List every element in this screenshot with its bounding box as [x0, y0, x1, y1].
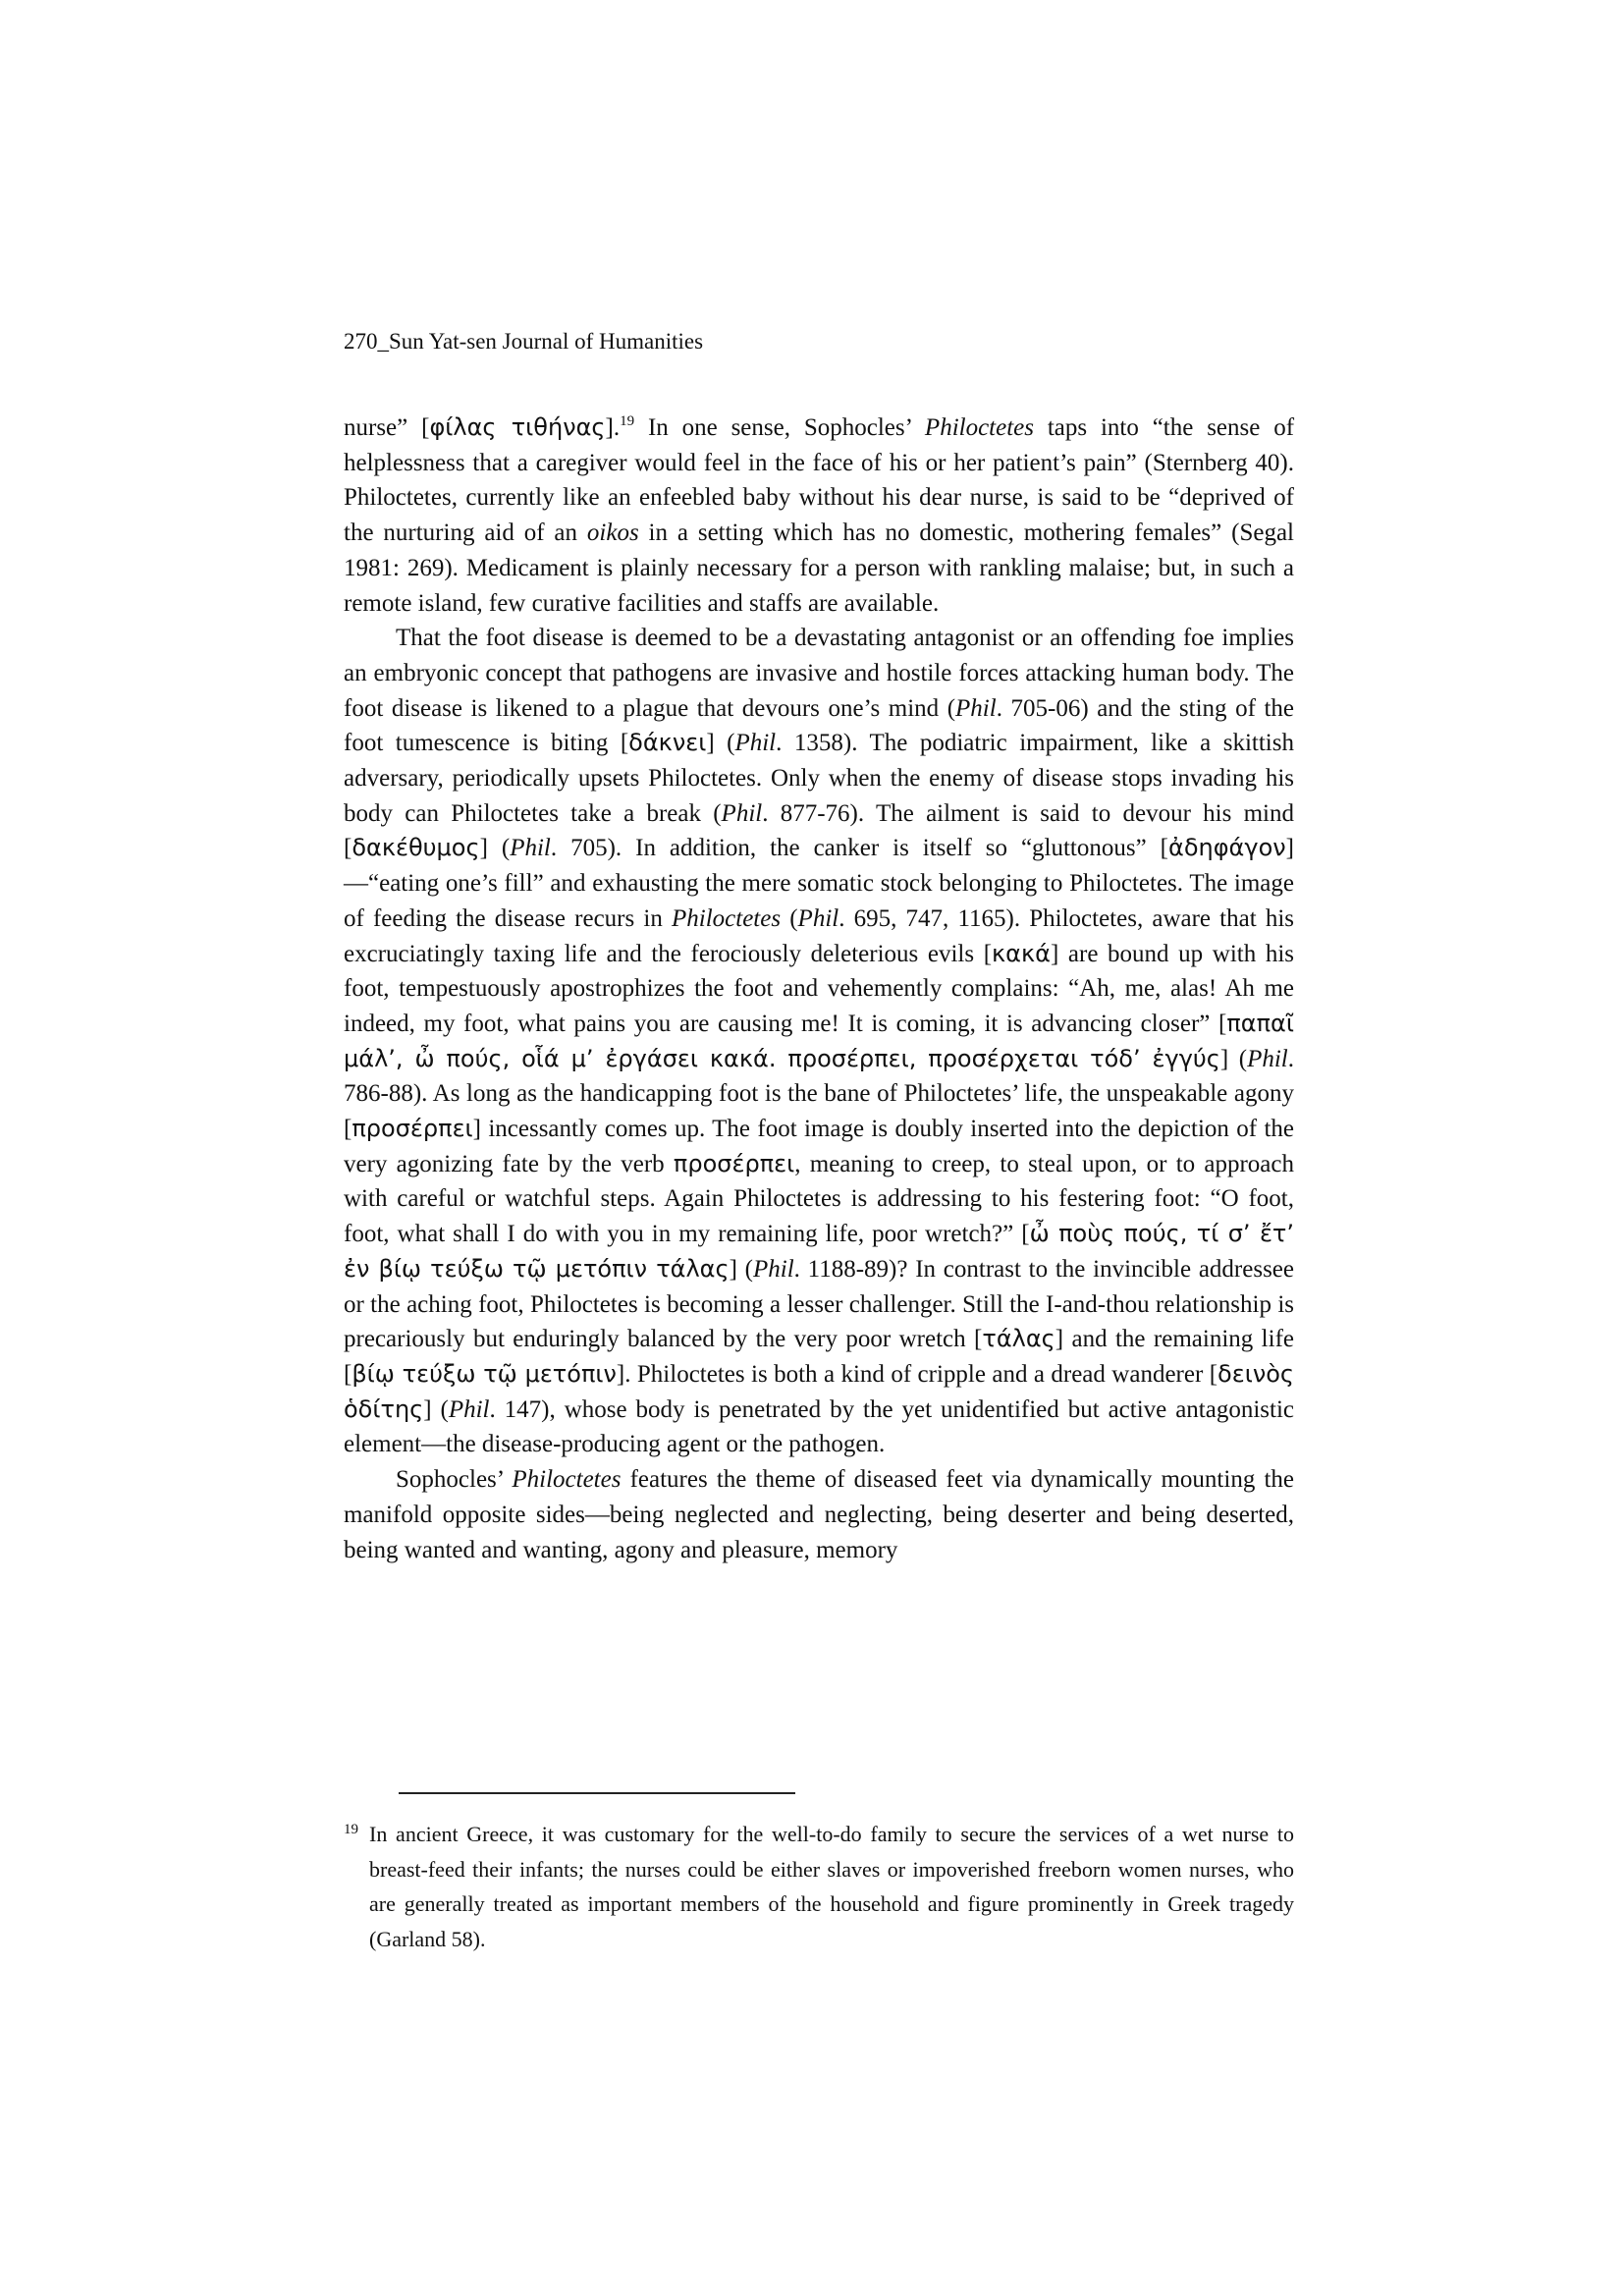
text-run: ] (: [729, 1255, 753, 1283]
footnote: 19 In ancient Greece, it was customary for the well-to-do family to secure the services of a wet nurse to breast-feed their infants; the nurses could be either slaves or impoverished freeborn women nurses, who are generally treated as important members of the household and figure prominently in Greek tragedy (Garland 58).: [344, 1822, 1294, 1951]
paragraph: [344, 621, 1294, 1462]
text-run: . 147), whose body is penetrated by the yet unidentified but active antagonistic element—the disease-producing agent or the pathogen.: [344, 1395, 1294, 1458]
greek-text: δεινὸς ὁδίτης: [344, 1359, 1294, 1423]
italic-text: Phil: [721, 799, 763, 827]
paragraph: [344, 1462, 1294, 1567]
italic-text: Phil: [752, 1255, 794, 1283]
greek-text: κακά: [992, 939, 1051, 967]
greek-text: προσέρπει: [352, 1115, 473, 1143]
italic-text: Phil: [510, 835, 551, 862]
greek-text: δάκνει: [628, 729, 707, 757]
text-run: ] (: [706, 730, 735, 757]
paragraph: [344, 410, 1294, 621]
text-run: ].: [605, 414, 621, 441]
text-run: . 1188-89)? In contrast to the invincible addressee or the aching foot, Philoctetes is becoming a lesser challenger. Still the I-and-thou relationship is precariously but enduringly balanced by the very poor wretch [: [344, 1255, 1295, 1353]
text-run: ] (: [479, 835, 511, 862]
text-run: . 877-76). The ailment is said to devour his mind [: [344, 799, 1294, 862]
text-run: ] are bound up with his foot, tempestuously apostrophizes the foot and vehemently complains: “Ah, me, alas! Ah me indeed, my foot, what pains you are causing me! It is coming, it is advancing closer” [: [344, 940, 1294, 1037]
body-text: [344, 410, 1294, 1567]
italic-text: oikos: [586, 519, 639, 547]
greek-text: φίλας τιθήνας: [429, 413, 606, 441]
text-run: ] incessantly comes up. The foot image is doubly inserted into the depiction of the very agonizing fate by the verb: [344, 1116, 1294, 1177]
text-run: nurse” [: [344, 414, 430, 441]
greek-text: ἀδηφάγον: [1168, 834, 1286, 862]
italic-text: Philoctetes: [671, 904, 782, 932]
italic-text: Philoctetes: [512, 1466, 622, 1494]
greek-text: ὦ ποὺς πούς, τί σ’ ἔτ’ ἐν βίῳ τεύξω τῷ μετόπιν τάλας: [344, 1220, 1295, 1283]
greek-text: βίῳ τεύξω τῷ μετόπιν: [352, 1359, 617, 1388]
italic-text: Phil: [1247, 1045, 1288, 1072]
italic-text: Philoctetes: [924, 414, 1034, 441]
text-run: . 1358). The podiatric impairment, like a skittish adversary, periodically upsets Philoctetes. Only when the enemy of disease stops invading his body can Philoctetes take a break (: [344, 730, 1294, 827]
text-run: That the foot disease is deemed to be a devastating antagonist or an offending foe implies an embryonic concept that pathogens are invasive and hostile forces attacking human body. The foot disease is likened to a plague that devours one’s mind (: [344, 625, 1294, 722]
text-run: ] and the remaining life [: [344, 1326, 1294, 1388]
text-run: ] (: [423, 1395, 449, 1423]
text-run: Sophocles’: [396, 1466, 513, 1494]
text-run: In one sense, Sophocles’: [634, 414, 925, 441]
text-run: ]—“eating one’s fill” and exhausting the mere somatic stock belonging to Philoctetes. The image of feeding the disease recurs in: [344, 835, 1294, 932]
text-run: . 705). In addition, the canker is itself so “gluttonous” [: [550, 835, 1168, 862]
text-run: , meaning to creep, to steal upon, or to approach with careful or watchful steps. Again Philoctetes is addressing to his festering foot: “O foot, foot, what shall I do with you in my remaining life, poor wretch?” [: [344, 1150, 1294, 1248]
greek-text: προσέρπει: [673, 1149, 795, 1177]
footnote-reference[interactable]: 19: [620, 413, 635, 429]
text-run: taps into “the sense of helplessness that a caregiver would feel in the face of his or her patient’s pain” (Sternberg 40). Philoctetes, currently like an enfeebled baby without his dear nurse, is said to be “deprived of the nurturing aid of an: [344, 414, 1295, 547]
greek-text: παπαῖ μάλ’, ὦ πούς, οἷά μ’ ἐργάσει κακά. προσέρπει, προσέρχεται τόδ’ ἐγγύς: [344, 1009, 1294, 1072]
running-head: 270_Sun Yat-sen Journal of Humanities: [344, 329, 704, 354]
italic-text: Phil: [955, 694, 997, 722]
text-run: . 705-06) and the sting of the foot tumescence is biting [: [344, 694, 1294, 757]
text-run: (: [781, 904, 798, 932]
text-run: . 695, 747, 1165). Philoctetes, aware that his excruciatingly taxing life and the ferociously deleterious evils [: [344, 904, 1294, 967]
text-run: . 786-88). As long as the handicapping foot is the bane of Philoctetes’ life, the unspeakable agony [: [344, 1045, 1294, 1143]
footnote-text: In ancient Greece, it was customary for the well-to-do family to secure the services of a wet nurse to breast-feed their infants; the nurses could be either slaves or impoverished freeborn women nurses, who are generally treated as important members of the household and figure prominently in Greek tragedy (Garland 58).: [369, 1822, 1294, 1951]
italic-text: Phil: [797, 904, 839, 932]
greek-text: τάλας: [982, 1325, 1055, 1353]
greek-text: δακέθυμος: [352, 834, 480, 862]
text-run: ]. Philoctetes is both a kind of cripple and a dread wanderer [: [616, 1360, 1218, 1388]
text-run: ] (: [1219, 1045, 1248, 1072]
italic-text: Phil: [448, 1395, 490, 1423]
text-run: in a setting which has no domestic, mothering females” (Segal 1981: 269). Medicament is plainly necessary for a person with rankling malaise; but, in such a remote island, few curative facilities and staffs are available.: [344, 519, 1294, 617]
text-run: features the theme of diseased feet via dynamically mounting the manifold opposite sides—being neglected and neglecting, being deserter and being deserted, being wanted and wanting, agony and pleasure, memory: [344, 1466, 1294, 1563]
italic-text: Phil: [734, 730, 777, 757]
footnote-divider: [399, 1792, 795, 1794]
